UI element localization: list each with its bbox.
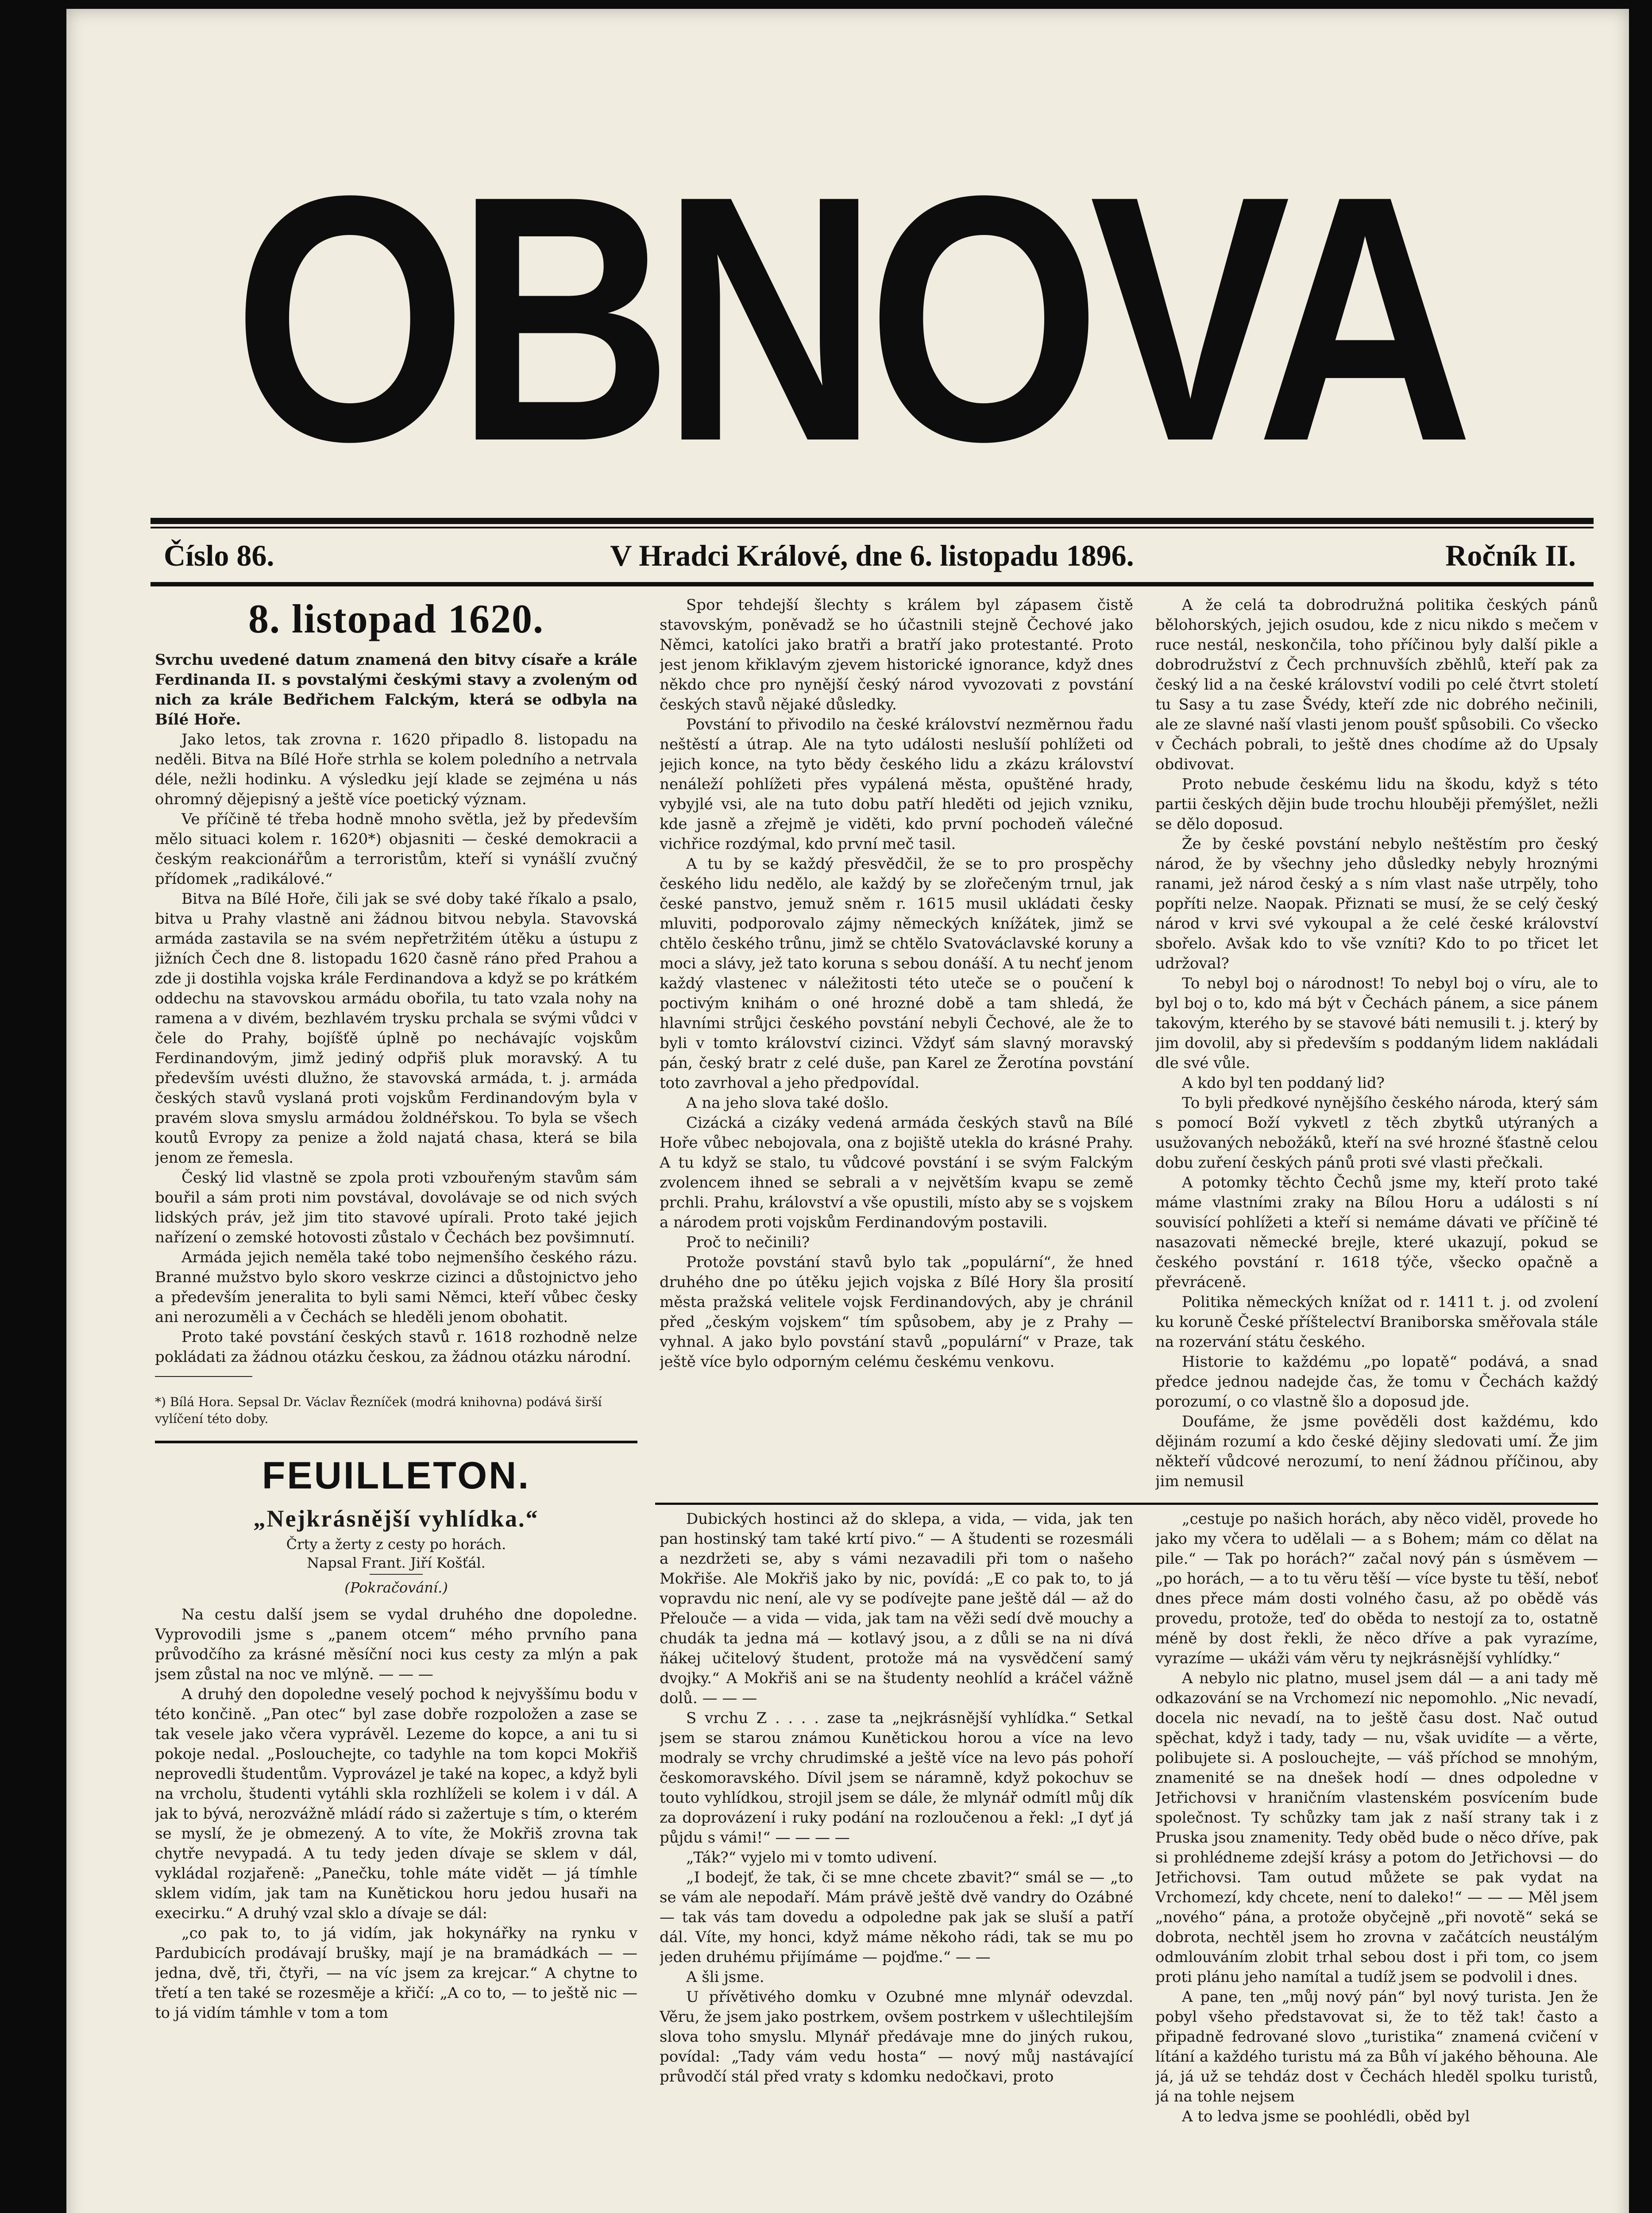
feuilleton-paragraph: „cestuje po našich horách, aby něco viděl, provede ho jako my včera to udělali — a s Bohem; mám co dělat na pile.“ — Tak po horách?“ začal nový pán s úsměvem — „po horách, — a to tu věru těší — více byste tu těší, neboť dnes přece mám dosti volného času, až po obědě vás provedu, protože, teď do oběda to nestojí za to, ostatně méně by dost řekli, že něco dříve a pak vyrazíme, vyrazíme — ukáži vám věru ty nejkrásnější vyhlídky.“ [1155,1510,1598,1667]
footnote: *) Bílá Hora. Sepsal Dr. Václav Řezníček (modrá knihovna) podává širší vylíčení této doby. [155,1395,602,1426]
feuilleton-continued: (Pokračování.) [344,1579,448,1596]
feuilleton-paragraph: A druhý den dopoledne veselý pochod k nejvyššímu bodu v této končině. „Pan otec“ byl zase dobře rozpoložen a zase se tak vesele jako včera vyprávěl. Lezeme do kopce, a ani tu si pokoje nedal. „Poslouchejte, co tadyhle na tom kopci Mokřiš neprovedli študentům. Vyprovázel je také na kopec, a když byli na vrcholu, študenti vytáhli skla rozhlíželi se kolem i v dál. A jak to bývá, nerozvážně mládí rádo si zažertuje s tím, o kterém se myslí, že je obmezený. A to víte, že Mokřiš zrovna tak chytře nevypadá. A tu tedy jeden dívaje se sklem v dál, vykládal rozjařeně: „Panečku, tohle máte vidět — já tímhle sklem vidím, jak tam na Kunětickou horu jedou husaři na execirku.“ A druhý vzal sklo a dívaje se dál: [155,1685,637,1922]
article-paragraph: Cizácká a cizáky vedená armáda českých stavů na Bílé Hoře vůbec nebojovala, ona z bojiště utekla do krásné Prahy. A tu když se stalo, tu vůdcové povstání i se svým Falckým zvolencem ihned se sebrali a v největším kvapu se země prchli. Prahu, království a vše opustili, místo aby se s vojskem a národem proti vojskům Ferdinandovým postavili. [660,1114,1133,1231]
footnote-rule [155,1376,252,1377]
issue-number: Číslo 86. [164,539,274,572]
article-paragraph: Svrchu uvedené datum znamená den bitvy císaře a krále Ferdinanda II. s povstalými českými stavy a zvoleným od nich za krále Bedřichem Falckým, která se odbyla na Bílé Hoře. [155,651,637,729]
feuilleton-paragraph: A nebylo nic platno, musel jsem dál — a ani tady mě odkazování se na Vrchomezí nic nepomohlo. „Nic nevadí, docela nic nevadí, na to ještě času dost. Nač outud spěchat, když i tady, tady — nu, však uvidíte — a věrte, polibujete si. A poslouchejte, — váš příchod se mnohým, znamenité se na dnešek hodí — dnes odpoledne v Jetřichovsi v hraničním vlastenském posvícením bude společnost. Ty schůzky tam jak z naší strany tak i z Pruska jsou znamenity. Tedy oběd bude o něco dříve, pak si prohlédneme zdejší krásy a potom do Jetřichovsi — do Jetřichovsi. Tam outud můžete se pak vydat na Vrchomezí, kdy chcete, není to daleko!“ — — — Měl jsem „nového“ pána, a protože obyčejně „při novotě“ seká se dobrota, nechtěl jsem ho zrovna v začátcích neustálým odmlouváním zlobit trhal sebou dost i při tom, co jsem proti plánu jeho namítal a tudíž jsem se podvolil i dnes. [1155,1669,1598,1986]
feuilleton-paragraph: A šli jsme. [686,1968,764,1986]
masthead-rule-top [151,518,1594,524]
article-paragraph: A na jeho slova také došlo. [686,1094,889,1112]
feuilleton-paragraph: S vrchu Z . . . . zase ta „nejkrásnější vyhlídka.“ Setkal jsem se starou známou Kunětickou horou a více na levo modraly se vrchy chrudimské a ještě více na levo pás pohoří českomoravského. Dívil jsem se náramně, když pokochuv se touto vyhlídkou, strojil jsem se dále, že mlynář odmítl můj dík za doprovázení i ruky podání na rozloučenou a řekl: „I dyť já půjdu s vámi!“ — — — — [660,1709,1133,1847]
feuilleton-paragraph: „Ták?“ vyjelo mi v tomto udivení. [686,1849,938,1866]
article-paragraph: Že by české povstání nebylo neštěstím pro český národ, že by všechny jeho důsledky nebyly hroznými ranami, jež národ český a s ním vlast naše utrpěly, toho popříti nelze. Naopak. Přiznati se musí, že se celý český národ v krvi své vykoupal a že celé české království sbořelo. Avšak kdo to vše vzníti? Kdo to po třicet let udržoval? [1155,835,1598,972]
column-3 [1155,595,1598,1498]
article-paragraph: Spor tehdejší šlechty s králem byl zápasem čistě stavovským, poněvadž se ho účastnili stejně Čechové jako Němci, katolíci jako bratři a bratří jako protestanté. Proto jest jenom křiklavým zjevem historické ignorance, když dnes někdo chce pro nynější český národ vyvozovati z povstání českých stavů nějaké důsledky. [660,596,1133,713]
masthead-title: OBNOVA [233,123,1463,514]
article-paragraph: A kdo byl ten poddaný lid? [1182,1074,1385,1092]
article-paragraph: Jako letos, tak zrovna r. 1620 připadlo 8. listopadu na neděli. Bitva na Bílé Hoře strhla se kolem poledního a netrvala déle, nežli hodinku. A výsledku její klade se zejména u nás ohromný dějepisný a ještě více poetický význam. [155,731,637,808]
feuilleton-paragraph: A pane, ten „můj nový pán“ byl nový turista. Jen že pobyl všeho představovat si, že to těž tak! často a připadně fedrované slovo „turistika“ znamená cvičení v lítání a každého turistu má za Bůh ví jakého běhouna. Ale já, já už se tehdáz dost v Čechách hleděl spolku turistů, já na tohle nejsem [1155,1988,1598,2105]
article-paragraph: Bitva na Bílé Hoře, čili jak se své doby také říkalo a psalo, bitva u Prahy vlastně ani žádnou bitvou nebyla. Stavovská armáda zastavila se na svém nepřetržitém útěku a ústupu z jižních Čech dne 8. listopadu 1620 časně ráno před Prahou a zde ji dostihla vojska krále Ferdinandova a když se po krátkém oddechu na stavovskou armádu obořila, tu tato vzala nohy na ramena a v divém, bezhlavém trysku prchala se svými vůdci v čele do Prahy, bojíšťě úplně po nechávajíc vojskům Ferdinandovým, jimž jediný odpřiš pluk moravský. A tu především uvésti dlužno, že stavovská armáda, t. j. armáda českých stavů vyslaná proti vojskům Ferdinandovým byla v pravém slova smyslu armádou žoldnéřskou. To byla se všech koutů Evropy za penize a žold najatá chasa, která se bila jenom ze řemesla. [155,890,637,1167]
article-paragraph: Proč to nečinili? [686,1234,810,1251]
article-paragraph: Historie to každému „po lopatě“ podává, a snad předce jednou nadejde čas, že tomu v Čechách každý porozumí, o co vlastně šlo a doposud jde. [1155,1353,1598,1411]
feuilleton-subtitle: Črty a žerty z cesty po horách. [286,1536,506,1553]
article-paragraph: A tu by se každý přesvědčil, že se to pro prospěchy českého lidu nedělo, ale každý by se zlořečeným trnul, jak české panstvo, jemuž sněm r. 1615 musil ukládati česky mluviti, podporovalo zájmy německých knížátek, jimž se chtělo českého trůnu, jimž se chtělo Svatováclavské koruny a moci a slávy, jež tato koruna s sebou donáší. A tu nechť jenom každý vlastenec v náležitosti této uteče se o poučení k poctivým knihám o oné hrozné době a tam shledá, že hlavními strůjci českého povstání nebyli Čechové, ale že to byli v tomto království cizinci. Vždyť sám slavný moravský pán, český bratr z celé duše, pan Karel ze Žerotína povstání toto zavrhoval a jeho předpovídal. [660,855,1133,1092]
feuilleton-top-rule [655,1503,1598,1505]
article-headline: 8. listopad 1620. [248,596,544,641]
article-paragraph: Doufáme, že jsme pověděli dost každému, kdo dějinám rozumí a kdo české dějiny sledovati umí. Že jim někteří vůdcové nerozumí, to není žádnou příčinou, aby jim nemusil [1155,1413,1598,1490]
dateline [151,533,1594,578]
feuilleton-column-2 [660,1509,1133,2213]
section-divider [155,1441,637,1443]
article-paragraph: Protože povstání stavů bylo tak „populární“, že hned druhého dne po útěku jejich vojska z Bílé Hory šla prosití města pražská velitele vojsk Ferdinandových, aby je chránil před „českým vojskem“ tím spůsobem, aby je z Prahy — vyhnal. A jako bylo povstání stavů „populární“ v Praze, tak ještě více bylo odporným celému českému venkovu. [660,1253,1133,1371]
feuilleton-paragraph: „co pak to, to já vidím, jak hokynářky na rynku v Pardubicích prodávají brušky, mají je na bramádkách — — jedna, dvě, tři, čtyři, — na víc jsem za krejcar.“ A chytne to třetí a ten také se rozesměje a křičí: „A co to, — to ještě nic — to já vidím támhle v tom a tom [155,1924,637,2022]
feuilleton-paragraph: U přívětivého domku v Ozubné mne mlynář odevzdal. Věru, že jsem jako postrkem, ovšem postrkem v ušlechtilejším slova toho smyslu. Mlynář předávaje mne do jiných rukou, povídal: „Tady vám vedu hosta“ — nový můj nastávající průvodčí stál před vraty s kdomku nedočkavi, proto [660,1988,1133,2086]
article-paragraph: Ve příčině té třeba hodně mnoho světla, jež by především mělo situaci kolem r. 1620*) objasniti — české demokracii a českým reakcionářům a terroristům, kteří si vynášlí zvučný přídomek „radikálové.“ [155,810,637,888]
article-paragraph: Armáda jejich neměla také tobo nejmenšího českého rázu. Branné mužstvo bylo skoro veskrze cizinci a důstojnictvo jeho a především jeneralita to byli sami Němci, kteří vůbec česky ani nerozuměli a v Čechách se hleděli jenom obohatit. [155,1249,637,1326]
article-paragraph: Proto také povstání českých stavů r. 1618 rozhodně nelze pokládati za žádnou otázku českou, za žádnou otázku národní. [155,1328,637,1366]
column-2 [660,595,1133,1498]
feuilleton-paragraph: Na cestu další jsem se vydal druhého dne dopoledne. Vyprovodili jsme s „panem otcem“ mého prvního pana průvodčího za krásné měsíční noci kus cesty za mlýn a pak jsem zůstal na noc ve mlýně. — — — [155,1606,637,1683]
feuilleton-title: „Nejkrásnější vyhlídka.“ [253,1505,539,1532]
article-paragraph: Český lid vlastně se zpola proti vzbouřeným stavům sám bouřil a sám proti nim povstával, dovolávaje se od nich svých lidských práv, jež jim tito stavové upírali. Proto také jejich nařízení o zemské hotovosti zůstalo v Čechách bez povšimnutí. [155,1169,637,1246]
feuilleton-heading: FEUILLETON. [262,1454,531,1497]
feuilleton-paragraph: „I bodejť, že tak, či se mne chcete zbavit?“ smál se — „to se vám ale nepodaří. Mám právě ještě dvě vandry do Ozábné — tak vás tam dovedu a odpoledne pak jak se sluší a patří dál. Víte, my honci, když máme někoho rádi, tak se mu po jeden druhému přijímáme — pojďme.“ — — [660,1869,1133,1966]
article-paragraph: Proto nebude českému lidu na škodu, když s této partii českých dějin bude trochu hlouběji přemýšlet, nežli se dělo doposud. [1155,775,1598,833]
article-paragraph: To nebyl boj o národnost! To nebyl boj o víru, ale to byl boj o to, kdo má být v Čechách pánem, a sice pánem takovým, kterého by se stavové báti nemusili t. j. který by jim dovolil, aby si především s poddaným lidem nakládali dle své vůle. [1155,975,1598,1072]
article-paragraph: To byli předkové nynějšího českého národa, který sám s pomocí Boží vykvetl z těch zbytků utýraných a usužovaných nebožáků, kteří na své hrozné šťastně celou dobu zuření českých pánů proti své vlasti přečkali. [1155,1094,1598,1172]
feuilleton-paragraph: Dubických hostinci až do sklepa, a vida, — vida, jak ten pan hostinský tam také krtí pivo.“ — A študenti se rozesmáli a nezdržeti se, aby s vámi nezavadili při tom o našeho Mokřiše. Ale Mokřiš jako by nic, povídá: „E co pak to, to já vopravdu nic není, ale vy se podívejte pane ještě dál — až do Přelouče — a vida — vida, jak tam na věži sedí dvě mouchy a chudák ta jedna má — kotlavý jsou, a z důli se na ni dívá ňákej učitelový študent, protože má na vysvědčení samý dvojky.“ A Mokřiš ani se na študenty neohlíd a kráčel vážně dolů. — — — [660,1510,1133,1707]
feuilleton-column-3 [1155,1509,1598,2213]
place-date: V Hradci Králové, dne 6. listopadu 1896. [610,539,1134,572]
article-paragraph: A potomky těchto Čechů jsme my, kteří proto také máme vlastními zraky na Bílou Horu a události s ní souvisící pohlížeti a kteří si nemáme dávati ve příčině té nasazovati německé brejle, které ukazují, pokud se českého povstání r. 1618 týče, všecko opačně a převráceně. [1155,1174,1598,1291]
feuilleton-short-rule [370,1574,423,1575]
volume-number: Ročník II. [1445,539,1576,572]
feuilleton-paragraph: A to ledva jsme se poohlédli, oběd byl [1182,2108,1470,2125]
article-paragraph: Povstání to přivodilo na české království nezměrnou řadu neštěstí a útrap. Ale na tyto události neslušíí pohlížeti od jejich konce, na tyto bědy českého lidu a zkázu království nenáleží pohlížeti přes vypálená města, opuštěné hrady, vybyjlé vsi, ale na tuto dobu patří hleděti od jejich vzniku, kde jasně a zřejmě je viděti, kdo první pochodeň válečné vichřice rozdýmal, kdo první meč tasil. [660,716,1133,853]
article-paragraph: Politika německých knížat od r. 1411 t. j. od zvolení ku koruně České příštelectví Braniborska směřovala stále na rozervání státu českého. [1155,1293,1598,1351]
newspaper-page [66,9,1629,2213]
dateline-rule [151,582,1594,586]
masthead-rule-thin [151,527,1594,528]
column-1 [155,595,637,2213]
article-paragraph: A že celá ta dobrodružná politika českých pánů bělohorských, jejich osudou, kde z nicu nikdo s mečem v ruce nestál, neskončila, toho příčinou byly další pikle a dobrodružství z Čech prchnuvších zběhlů, kteří pak za český lid a na české království vodili po celé čtvrt století tu Sasy a tu zase Švédy, kteří zde nic dobrého nečinili, ale ze slavné naší vlasti jenom poušť spůsobili. Co všecko v Čechách pobrali, to ještě dnes chodíme až do Upsaly obdivovat. [1155,596,1598,773]
feuilleton-author: Napsal Frant. Jiří Košťál. [307,1554,486,1571]
